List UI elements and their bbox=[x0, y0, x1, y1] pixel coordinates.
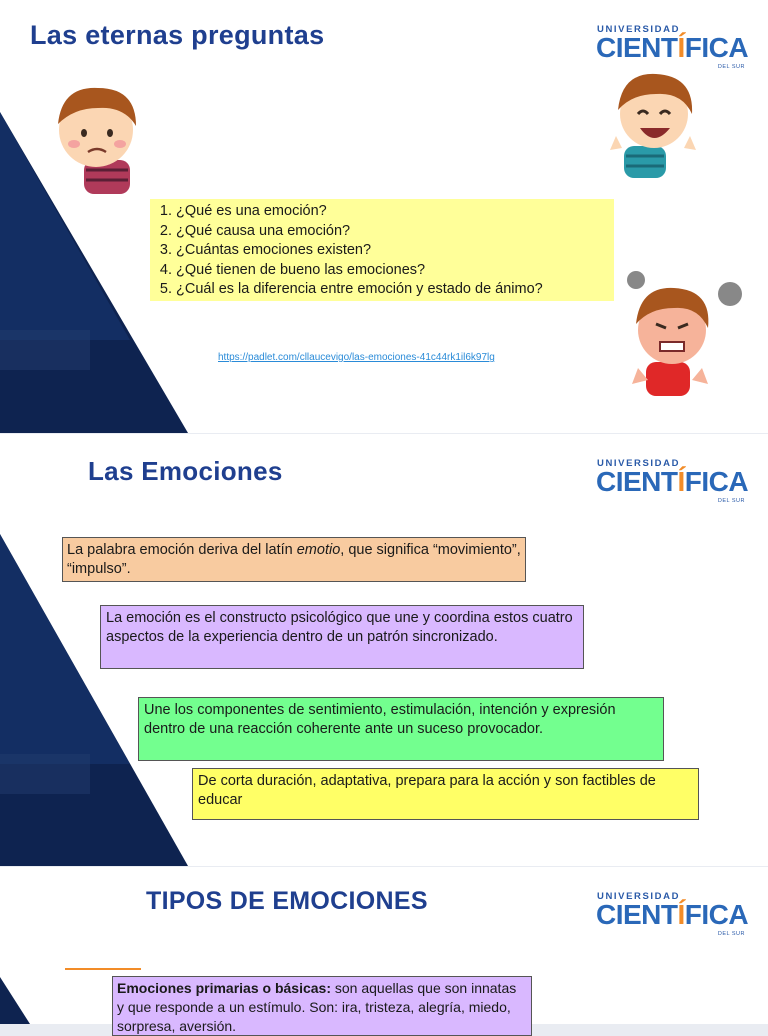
components-box: Une los componentes de sentimiento, estimulación, intención y expresión dentro de una reacción coherente ante un suceso provocador. bbox=[138, 697, 664, 761]
slide-title: TIPOS DE EMOCIONES bbox=[146, 887, 428, 915]
happy-boy-illustration bbox=[604, 70, 704, 182]
university-logo: UNIVERSIDAD CIENTÍFICA DEL SUR bbox=[596, 24, 749, 70]
padlet-link[interactable]: https://padlet.com/cllaucevigo/las-emociones-41c44rk1il6k97lg bbox=[218, 352, 495, 363]
question-item: 5. ¿Cuál es la diferencia entre emoción y estado de ánimo? bbox=[176, 280, 608, 300]
angry-boy-illustration bbox=[622, 266, 752, 398]
primary-emotions-box: Emociones primarias o básicas: son aquellas que son innatas y que responde a un estímulo. Son: ira, tristeza, alegría, miedo, sorpresa, aversión. bbox=[112, 976, 532, 1036]
slide-title: Las eternas preguntas bbox=[30, 20, 325, 50]
construct-box: La emoción es el constructo psicológico que une y coordina estos cuatro aspectos de la experiencia dentro de un patrón sincronizado. bbox=[100, 605, 584, 669]
etymology-box: La palabra emoción deriva del latín emotio, que significa “movimiento”, “impulso”. bbox=[62, 537, 526, 582]
characteristics-box: De corta duración, adaptativa, prepara para la acción y son factibles de educar bbox=[192, 768, 699, 820]
question-item: 1. ¿Qué es una emoción? bbox=[176, 202, 608, 222]
navy-wedge-decoration bbox=[0, 867, 60, 1024]
question-item: 2. ¿Qué causa una emoción? bbox=[176, 222, 608, 242]
university-logo: UNIVERSIDAD CIENTÍFICA DEL SUR bbox=[596, 458, 749, 504]
slide-1 bbox=[0, 0, 768, 433]
sad-boy-illustration bbox=[44, 78, 144, 198]
accent-line bbox=[65, 968, 141, 970]
question-item: 3. ¿Cuántas emociones existen? bbox=[176, 241, 608, 261]
questions-list bbox=[156, 202, 608, 300]
slide-title: Las Emociones bbox=[88, 456, 283, 486]
slide-2 bbox=[0, 434, 768, 866]
question-item: 4. ¿Qué tienen de bueno las emociones? bbox=[176, 261, 608, 281]
slide-3 bbox=[0, 867, 768, 1034]
university-logo: UNIVERSIDAD CIENTÍFICA DEL SUR bbox=[596, 891, 749, 937]
questions-box bbox=[150, 199, 614, 301]
